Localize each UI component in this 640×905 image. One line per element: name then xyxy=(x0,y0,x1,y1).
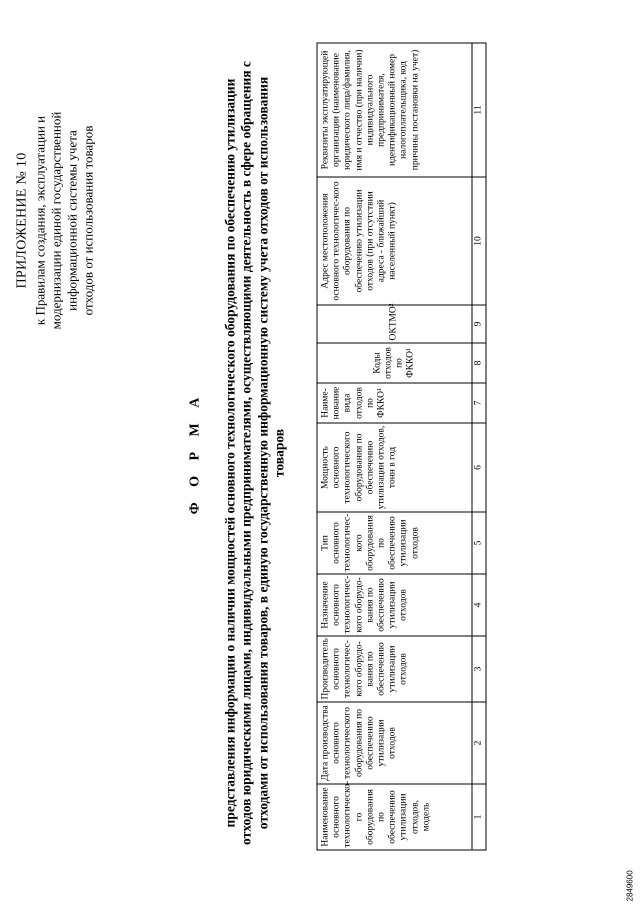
column-number: 8 xyxy=(472,343,486,383)
column-number: 1 xyxy=(472,784,486,850)
header-cell: Дата производства основного технологического оборудования по обеспечению утилизации отходов xyxy=(317,702,472,784)
form-label: Ф О Р М А xyxy=(187,391,202,514)
header-cell: Назначение основного технологичес-кого оборудо-вания по обеспечению утилизации отходов xyxy=(317,574,472,636)
form-table xyxy=(316,42,486,850)
table-number-row xyxy=(472,43,486,850)
appendix-line: модернизации единой государственной xyxy=(48,111,63,329)
appendix-line: отходов от использования товаров xyxy=(80,125,95,315)
header-cell: Наиме-нование вида отходов по ФККО¹ xyxy=(317,383,472,423)
header-cell: ОКТМО² xyxy=(317,305,472,343)
header-cell: Наименование основного технологическо-го оборудования по обеспечению утилизации отходов, модель xyxy=(317,784,472,850)
table-header-row xyxy=(317,43,472,850)
appendix-line: информационной системы учета xyxy=(64,129,79,311)
column-number: 9 xyxy=(472,305,486,343)
column-number: 2 xyxy=(472,702,486,784)
column-number: 4 xyxy=(472,574,486,636)
header-cell: Производитель основного технологичес-кого оборудо-вания по обеспечению утилизации отходов xyxy=(317,636,472,702)
column-number: 10 xyxy=(472,177,486,305)
appendix-block xyxy=(14,70,96,370)
column-number: 7 xyxy=(472,383,486,423)
appendix-line: к Правилам создания, эксплуатации и xyxy=(32,115,47,325)
column-number: 3 xyxy=(472,636,486,702)
header-cell: Адрес местоположения основного технологичес-кого оборудования по обеспечению утилизации отходов (при отсутствии адреса - ближайший населенный пункт) xyxy=(317,177,472,305)
header-cell: Реквизиты эксплуатирующей организации (наименование юридического лица/фамилия, имя и отчество (при наличии) индивидуального предпринимателя, идентификационный номер налогоплательщика, код причины постановки на учет) xyxy=(317,43,472,177)
column-number: 6 xyxy=(472,423,486,512)
column-number: 5 xyxy=(472,512,486,574)
header-cell: Тип основного технологичес-кого оборудования по обеспечению утилизации отходов xyxy=(317,512,472,574)
header-cell: Мощность основного технологического оборудования по обеспечению утилизации отходов, тонн в год xyxy=(317,423,472,512)
column-number: 11 xyxy=(472,43,486,177)
appendix-title: ПРИЛОЖЕНИЕ № 10 xyxy=(14,152,29,288)
header-cell: Коды отходов по ФККО¹ xyxy=(317,343,472,383)
form-heading: представления информации о наличии мощностей основного технологического оборудования по обеспечению утилизации отходов юридическими лицами, индивидуальными предпринимателями, осуществляющими деятельность в сфере обращения с отходами от использования товаров, в единую государственную информационную систему учета отходов от использования товаров xyxy=(222,60,287,845)
document-number: 2849600 xyxy=(625,869,634,901)
